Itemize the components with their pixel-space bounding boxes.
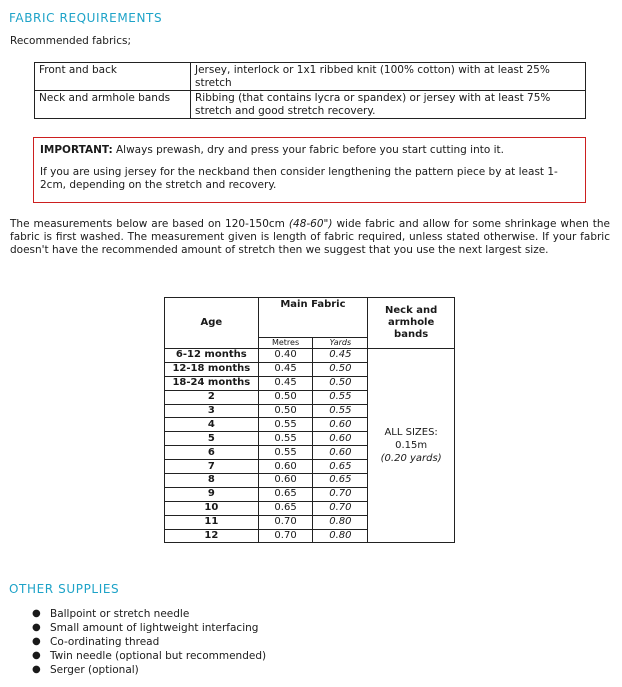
important-notice bbox=[33, 137, 586, 203]
age-cell: 7 bbox=[165, 460, 259, 474]
all-sizes-yards: (0.20 yards) bbox=[380, 453, 442, 465]
metres-cell: 0.60 bbox=[258, 460, 313, 474]
fabric-width-imperial: (48-60") bbox=[288, 218, 333, 230]
size-fabric-table bbox=[164, 297, 455, 543]
age-cell: 6 bbox=[165, 446, 259, 460]
supplies-list bbox=[32, 607, 266, 677]
metres-column-header: Metres bbox=[258, 338, 313, 349]
fabric-table bbox=[34, 62, 586, 119]
metres-cell: 0.65 bbox=[258, 501, 313, 515]
metres-cell: 0.50 bbox=[258, 390, 313, 404]
list-item bbox=[32, 621, 266, 635]
yards-column-header: Yards bbox=[313, 338, 368, 349]
yards-cell: 0.50 bbox=[313, 362, 368, 376]
important-line bbox=[40, 144, 579, 157]
supply-item-text: Serger (optional) bbox=[50, 664, 139, 676]
important-label: IMPORTANT: bbox=[40, 144, 113, 156]
table-row bbox=[165, 349, 455, 363]
metres-cell: 0.55 bbox=[258, 446, 313, 460]
metres-cell: 0.70 bbox=[258, 529, 313, 543]
metres-cell: 0.55 bbox=[258, 418, 313, 432]
fabric-row-label: Neck and armhole bands bbox=[35, 91, 191, 119]
supply-item-text: Ballpoint or stretch needle bbox=[50, 608, 190, 620]
important-text: Always prewash, dry and press your fabric before you start cutting into it. bbox=[115, 144, 504, 156]
supply-item-text: Small amount of lightweight interfacing bbox=[50, 622, 259, 634]
age-cell: 3 bbox=[165, 404, 259, 418]
measurements-text-end: wide fabric and allow for some shrinkage when the fabric is first washed. The measurement given is length of fabric required, unless stated otherwise. If your fabric doesn't have the recommended amount of stretch then we suggest that you use the next largest size. bbox=[10, 218, 610, 256]
yards-cell: 0.80 bbox=[313, 515, 368, 529]
metres-cell: 0.45 bbox=[258, 362, 313, 376]
yards-cell: 0.60 bbox=[313, 432, 368, 446]
bullet-icon: ● bbox=[32, 622, 41, 633]
yards-cell: 0.60 bbox=[313, 418, 368, 432]
bullet-icon: ● bbox=[32, 664, 41, 675]
yards-cell: 0.65 bbox=[313, 474, 368, 488]
age-cell: 10 bbox=[165, 501, 259, 515]
age-cell: 12 bbox=[165, 529, 259, 543]
age-cell: 11 bbox=[165, 515, 259, 529]
metres-cell: 0.50 bbox=[258, 404, 313, 418]
age-cell: 9 bbox=[165, 487, 259, 501]
yards-cell: 0.60 bbox=[313, 446, 368, 460]
supply-item-text: Twin needle (optional but recommended) bbox=[50, 650, 267, 662]
metres-cell: 0.40 bbox=[258, 349, 313, 363]
yards-cell: 0.55 bbox=[313, 390, 368, 404]
age-cell: 18-24 months bbox=[165, 376, 259, 390]
metres-cell: 0.45 bbox=[258, 376, 313, 390]
bullet-icon: ● bbox=[32, 636, 41, 647]
yards-cell: 0.55 bbox=[313, 404, 368, 418]
age-cell: 2 bbox=[165, 390, 259, 404]
measurements-text-start: The measurements below are based on 120-150cm bbox=[10, 218, 289, 230]
size-table-body bbox=[165, 349, 455, 543]
fabric-row bbox=[35, 91, 586, 119]
fabric-row-value: Ribbing (that contains lycra or spandex) or jersey with at least 75% stretch and good stretch recovery. bbox=[191, 91, 586, 119]
list-item bbox=[32, 649, 266, 663]
metres-cell: 0.65 bbox=[258, 487, 313, 501]
bullet-icon: ● bbox=[32, 608, 41, 619]
all-sizes-label: ALL SIZES: bbox=[384, 427, 438, 439]
age-cell: 6-12 months bbox=[165, 349, 259, 363]
list-item bbox=[32, 607, 266, 621]
supply-item-text: Co-ordinating thread bbox=[50, 636, 160, 648]
fabric-row-value: Jersey, interlock or 1x1 ribbed knit (100% cotton) with at least 25% stretch bbox=[191, 63, 586, 91]
yards-cell: 0.80 bbox=[313, 529, 368, 543]
age-cell: 4 bbox=[165, 418, 259, 432]
list-item bbox=[32, 663, 266, 677]
other-supplies-title: OTHER SUPPLIES bbox=[9, 582, 120, 596]
yards-cell: 0.50 bbox=[313, 376, 368, 390]
metres-cell: 0.70 bbox=[258, 515, 313, 529]
measurements-paragraph bbox=[10, 218, 610, 257]
metres-cell: 0.55 bbox=[258, 432, 313, 446]
age-cell: 5 bbox=[165, 432, 259, 446]
main-fabric-header: Main Fabric bbox=[258, 298, 368, 338]
age-cell: 8 bbox=[165, 474, 259, 488]
all-sizes-metres: 0.15m bbox=[395, 440, 428, 452]
yards-cell: 0.70 bbox=[313, 501, 368, 515]
jersey-neckband-note: If you are using jersey for the neckband then consider lengthening the pattern piece by at least 1-2cm, depending on the stretch and recovery. bbox=[40, 166, 558, 191]
neck-armhole-bands-header: Neck and armhole bands bbox=[368, 298, 455, 349]
fabric-row bbox=[35, 63, 586, 91]
age-cell: 12-18 months bbox=[165, 362, 259, 376]
fabric-requirements-title: FABRIC REQUIREMENTS bbox=[9, 11, 163, 25]
yards-cell: 0.70 bbox=[313, 487, 368, 501]
metres-cell: 0.60 bbox=[258, 474, 313, 488]
age-column-header: Age bbox=[165, 298, 259, 349]
bullet-icon: ● bbox=[32, 650, 41, 661]
fabric-row-label: Front and back bbox=[35, 63, 191, 91]
yards-cell: 0.65 bbox=[313, 460, 368, 474]
all-sizes-bands-cell bbox=[368, 349, 455, 543]
list-item bbox=[32, 635, 266, 649]
recommended-fabrics-intro: Recommended fabrics; bbox=[10, 35, 131, 47]
yards-cell: 0.45 bbox=[313, 349, 368, 363]
size-table-header-row bbox=[165, 298, 455, 338]
